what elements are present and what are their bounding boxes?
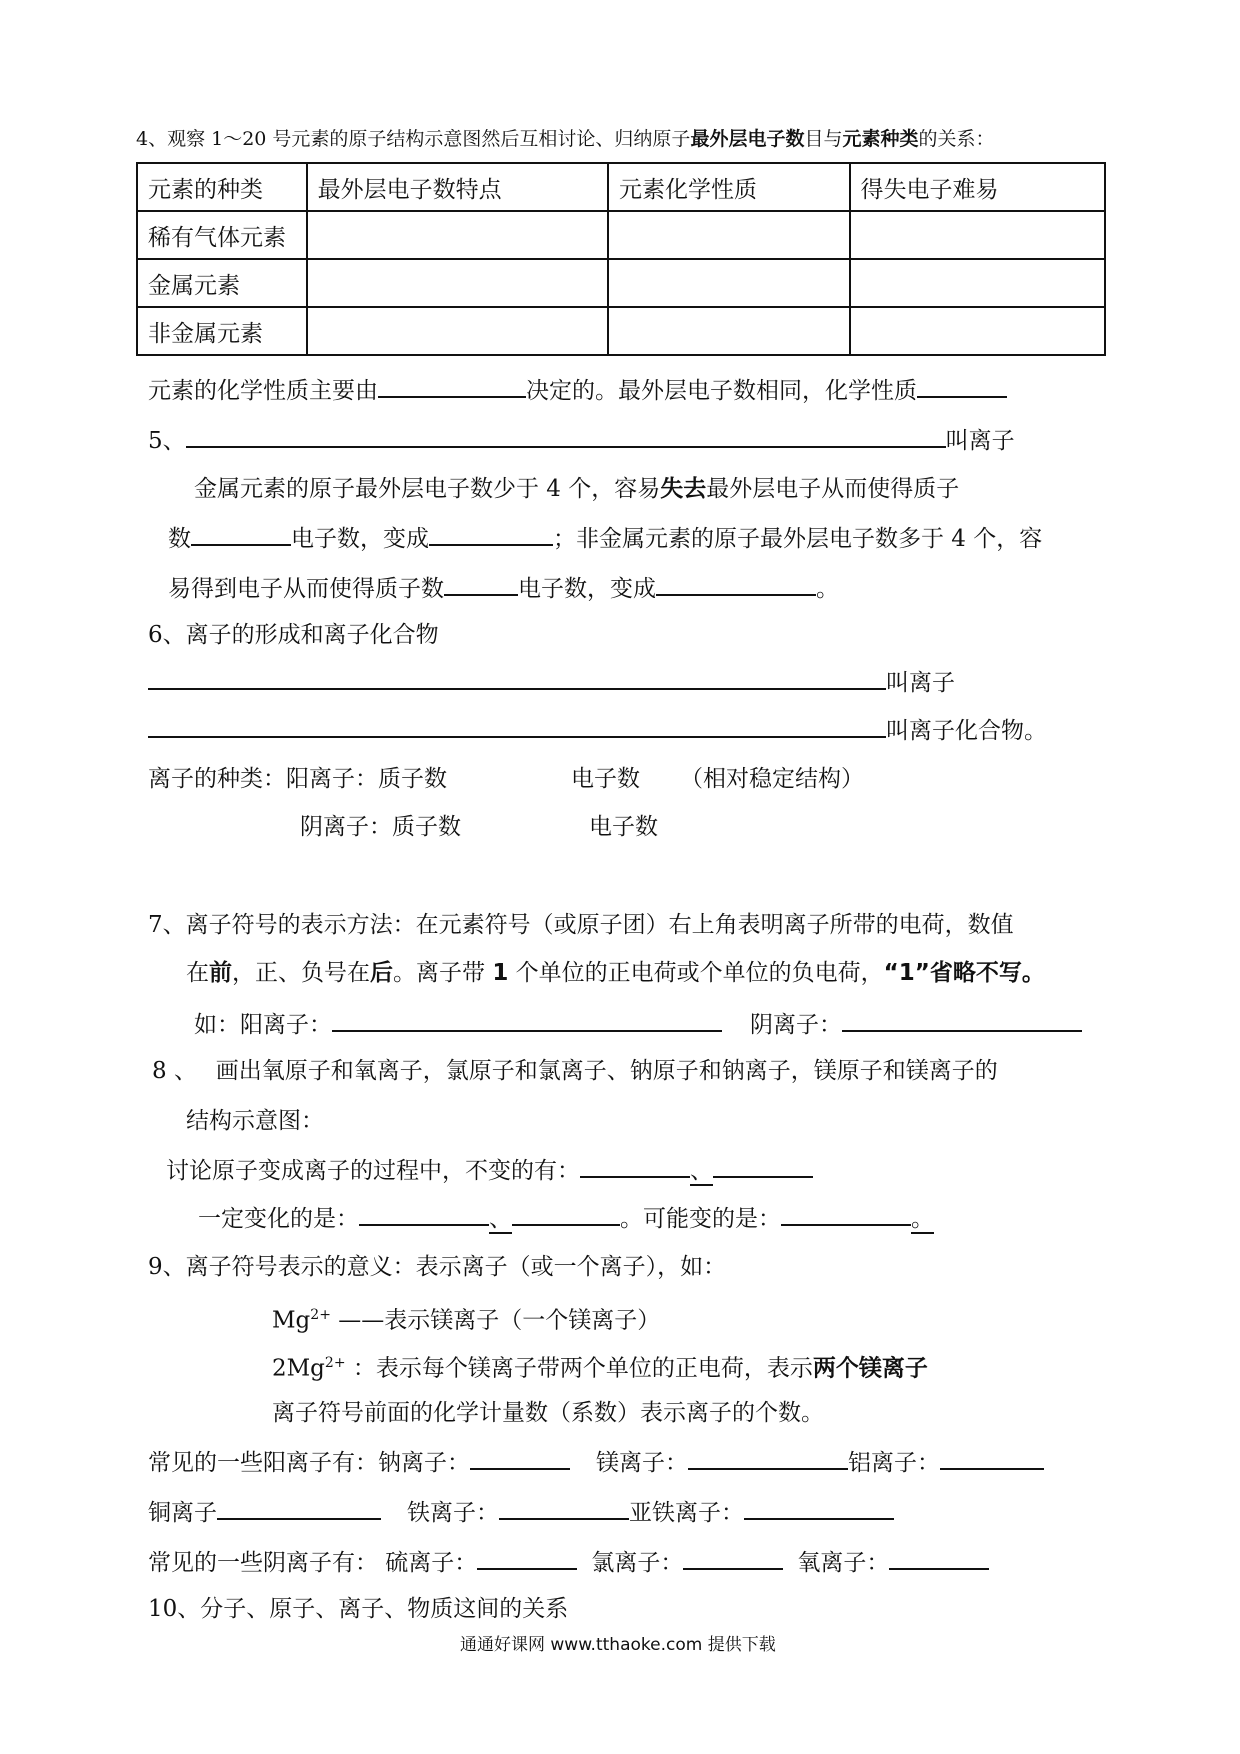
answer-blank[interactable]: [191, 522, 291, 546]
q8-line-1: 8 、 画出氧原子和氧离子，氯原子和氯离子、钠原子和钠离子，镁原子和镁离子的: [152, 1058, 998, 1084]
q10-title: 10、分子、原子、离子、物质这间的关系: [148, 1596, 569, 1622]
answer-blank[interactable]: [332, 1008, 722, 1032]
q6-definition-ion: 叫离子: [148, 666, 955, 698]
q9-example-3: 离子符号前面的化学计量数（系数）表示离子的个数。: [272, 1400, 824, 1426]
table-header-cell: 最外层电子数特点: [307, 163, 608, 211]
q6-definition-compound: 叫离子化合物。: [148, 714, 1047, 746]
q5-paragraph-2: 数 电子数，变成 ；非金属元素的原子最外层电子数多于 4 个，容: [168, 522, 1042, 554]
answer-blank[interactable]: [842, 1008, 1082, 1032]
q9-title: 9、离子符号表示的意义：表示离子（或一个离子），如：: [148, 1254, 727, 1280]
answer-blank[interactable]: [444, 572, 518, 596]
answer-blank[interactable]: [470, 1446, 570, 1470]
answer-blank[interactable]: [917, 374, 1007, 398]
answer-blank[interactable]: [713, 1154, 813, 1178]
q7-line-1: 7、离子符号的表示方法：在元素符号（或原子团）右上角表明离子所带的电荷，数值: [148, 912, 1014, 938]
answer-blank[interactable]: [477, 1546, 577, 1570]
answer-blank[interactable]: [186, 424, 946, 448]
common-anions-row: 常见的一些阴离子有： 硫离子： 氯离子： 氧离子：: [148, 1546, 989, 1578]
q8-unchanged: 讨论原子变成离子的过程中，不变的有： 、: [166, 1154, 813, 1186]
table-row: [137, 259, 1105, 307]
q8-changed: 一定变化的是： 、 。可能变的是： 。: [198, 1202, 934, 1234]
answer-blank[interactable]: [217, 1496, 381, 1520]
table-cell-blank[interactable]: [608, 259, 850, 307]
q5-paragraph-1: 金属元素的原子最外层电子数少于 4 个，容易失去最外层电子从而使得质子: [194, 476, 960, 502]
answer-blank[interactable]: [744, 1496, 894, 1520]
common-cations-row-1: 常见的一些阳离子有：钠离子： 镁离子： 铝离子：: [148, 1446, 1044, 1478]
table-header-cell: 元素化学性质: [608, 163, 850, 211]
q7-example: 如：阳离子： 阴离子：: [194, 1008, 1082, 1040]
table-cell-blank[interactable]: [307, 307, 608, 355]
table-cell-blank[interactable]: [307, 259, 608, 307]
answer-blank[interactable]: [499, 1496, 629, 1520]
answer-blank[interactable]: [683, 1546, 783, 1570]
table-cell-blank[interactable]: [850, 211, 1105, 259]
page-footer: 通通好课网 www.tthaoke.com 提供下载: [460, 1635, 776, 1655]
answer-blank[interactable]: [580, 1154, 690, 1178]
table-cell-blank[interactable]: [850, 259, 1105, 307]
q6-kinds-cation: 离子的种类：阳离子：质子数 电子数 （相对稳定结构）: [148, 766, 864, 792]
table-cell: 金属元素: [137, 259, 307, 307]
table-cell: 非金属元素: [137, 307, 307, 355]
answer-blank[interactable]: [889, 1546, 989, 1570]
table-cell: 稀有气体元素: [137, 211, 307, 259]
element-table: [136, 162, 1106, 356]
answer-blank[interactable]: [359, 1202, 489, 1226]
table-cell-blank[interactable]: [608, 307, 850, 355]
answer-blank[interactable]: [656, 572, 816, 596]
q9-example-2: $2Mg^{2+}$ ：表示每个镁离子带两个单位的正电荷，表示两个镁离子: [272, 1355, 928, 1382]
table-cell-blank[interactable]: [850, 307, 1105, 355]
table-row: [137, 211, 1105, 259]
answer-blank[interactable]: [429, 522, 553, 546]
table-row: [137, 307, 1105, 355]
q9-example-1: $Mg^{2+}$ ——表示镁离子（一个镁离子）: [272, 1307, 661, 1334]
q6-title: 6、离子的形成和离子化合物: [148, 622, 439, 648]
answer-blank[interactable]: [378, 374, 526, 398]
table-header-cell: 元素的种类: [137, 163, 307, 211]
answer-blank[interactable]: [688, 1446, 848, 1470]
common-cations-row-2: 铜离子 铁离子： 亚铁离子：: [148, 1496, 894, 1528]
answer-blank[interactable]: [512, 1202, 620, 1226]
table-cell-blank[interactable]: [307, 211, 608, 259]
q4-intro: 4、观察 1～20 号元素的原子结构示意图然后互相讨论、归纳原子最外层电子数目与元素种类的关系：: [136, 128, 995, 150]
answer-blank[interactable]: [148, 714, 886, 738]
answer-blank[interactable]: [940, 1446, 1044, 1470]
q8-line-2: 结构示意图：: [186, 1108, 324, 1134]
table-header-cell: 得失电子难易: [850, 163, 1105, 211]
table-header-row: [137, 163, 1105, 211]
table-cell-blank[interactable]: [608, 211, 850, 259]
q4-after: 元素的化学性质主要由 决定的。最外层电子数相同，化学性质: [148, 374, 1007, 406]
answer-blank[interactable]: [148, 666, 886, 690]
q7-line-2: 在前，正、负号在后。离子带 1 个单位的正电荷或个单位的负电荷，“1”省略不写。: [186, 960, 1045, 986]
answer-blank[interactable]: [781, 1202, 911, 1226]
q5-definition: 5、 叫离子: [148, 424, 1015, 456]
q5-paragraph-3: 易得到电子从而使得质子数 电子数，变成 。: [168, 572, 839, 604]
q6-kinds-anion: 阴离子：质子数 电子数: [300, 814, 658, 840]
